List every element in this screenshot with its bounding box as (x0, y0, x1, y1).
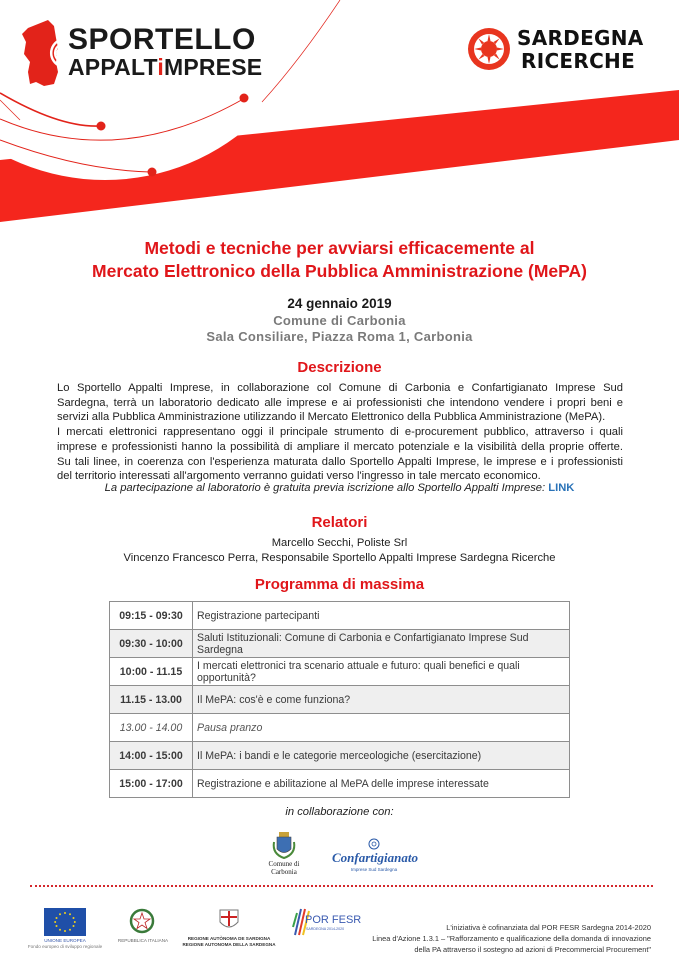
sun-icon (467, 27, 511, 71)
event-venue-city: Comune di Carbonia (273, 313, 406, 328)
por-fesr-sub: SARDEGNA 2014-2020 (306, 927, 345, 931)
description-line: del territorio interessati all'argomento verranno guidati verso l'ingresso in tale mercato economico. (57, 470, 541, 483)
table-row (110, 602, 570, 630)
program-table (109, 601, 570, 798)
speaker-2: Vincenzo Francesco Perra, Responsabile Sportello Appalti Imprese Sardegna Ricerche (123, 552, 556, 564)
por-fesr-label: POR FESR (305, 914, 362, 926)
regione-sardegna-emblem-icon (216, 906, 242, 934)
program-activity: Registrazione partecipanti (193, 602, 570, 630)
description-line: I mercati elettronici rappresentano oggi il principale strumento di e-procurement pubblico, attraverso i quali (57, 426, 623, 439)
program-activity: Il MePA: cos'è e come funziona? (193, 686, 570, 714)
program-activity: Pausa pranzo (193, 714, 570, 742)
event-date: 24 gennaio 2019 (287, 296, 392, 311)
table-row (110, 742, 570, 770)
coat-of-arms-icon (262, 832, 306, 860)
table-row (110, 714, 570, 742)
regione-sardegna-label: REGIONE AUTÒNOMA DE SARDIGNA REGIONE AUTONOMA DELLA SARDEGNA (182, 936, 276, 947)
table-row (110, 658, 570, 686)
table-row (110, 686, 570, 714)
description-line: servizi alla Pubblica Amministrazione utilizzando il Mercato Elettronico della Pubblica Amministrazione (MePA). (57, 411, 606, 424)
description-line: imprese e professionisti hanno la possibilità di ampliare il mercato potenziale e la visibilità della proprie offerte. (57, 440, 623, 453)
speakers-heading: Relatori (311, 514, 368, 531)
collaboration-label: in collaborazione con: (285, 806, 394, 818)
sardegna-ricerche-logo (465, 25, 665, 75)
table-row (110, 770, 570, 798)
program-activity: Registrazione e abilitazione al MePA delle imprese interessate (193, 770, 570, 798)
sardinia-map-icon (20, 18, 64, 88)
program-activity: I mercati elettronici tra scenario attuale e futuro: quali benefici e quali opportunità? (193, 658, 570, 686)
footer-divider (30, 885, 653, 887)
description-line: Su tali linee, in coerenza con l'esperienza maturata dallo Sportello Appalti Imprese, le imprese e i professionisti (57, 455, 623, 468)
registration-link[interactable]: LINK (548, 482, 575, 494)
description-line: Lo Sportello Appalti Imprese, in collaborazione col Comune di Carbonia e Confartigianato Imprese Sud (57, 382, 623, 394)
sportello-appalti-imprese-logo (20, 18, 263, 88)
confartigianato-name: Confartigianato (332, 850, 418, 865)
description-heading: Descrizione (297, 359, 382, 376)
comune-carbonia-name: Comune di Carbonia (268, 860, 300, 876)
program-activity: Il MePA: i bandi e le categorie merceologiche (esercitazione) (193, 742, 570, 770)
repubblica-italiana-emblem-icon (129, 907, 155, 935)
event-title-line2: Mercato Elettronico della Pubblica Amministrazione (MePA) (92, 261, 587, 281)
confartigianato-emblem-icon (368, 838, 380, 850)
cofinancing-line: L'iniziativa è cofinanziata dal POR FESR Sardegna 2014-2020 (446, 923, 651, 932)
cofinancing-note (291, 922, 651, 955)
program-activity: Saluti Istituzionali: Comune di Carbonia e Confartigianato Imprese Sud Sardegna (193, 630, 570, 658)
speaker-1: Marcello Secchi, Poliste Srl (271, 537, 408, 549)
description-line: Sardegna, terrà un laboratorio dedicato alle imprese e ai professionisti che intendono vendere i propri beni e (57, 396, 623, 409)
logo-line-appalti-imprese: APPALTiMPRESE (68, 54, 263, 80)
program-time: 09:15 - 09:30 (110, 602, 193, 630)
program-time: 15:00 - 17:00 (110, 770, 193, 798)
program-time: 09:30 - 10:00 (110, 630, 193, 658)
event-title-line1: Metodi e tecniche per avviarsi efficacemente al (144, 238, 535, 258)
logo-line-sardegna: SARDEGNA (517, 26, 644, 50)
event-venue-address: Sala Consiliare, Piazza Roma 1, Carbonia (206, 329, 473, 344)
repubblica-italiana-label: REPUBBLICA ITALIANA (117, 938, 169, 943)
cofinancing-line: Linea d'Azione 1.3.1 – "Rafforzamento e qualificazione della domanda di innovazione (372, 934, 651, 943)
registration-note (0, 482, 679, 494)
eu-label: UNIONE EUROPEA Fondo europeo di sviluppo regionale (27, 938, 103, 949)
eu-flag-icon (44, 908, 86, 936)
registration-note-text: La partecipazione al laboratorio è gratuita previa iscrizione allo Sportello Appalti Imprese: (104, 482, 549, 494)
confartigianato-logo (332, 838, 416, 876)
program-time: 11.15 - 13.00 (110, 686, 193, 714)
program-time: 13.00 - 14.00 (110, 714, 193, 742)
program-time: 14:00 - 15:00 (110, 742, 193, 770)
table-row (110, 630, 570, 658)
description-body (57, 381, 623, 484)
logo-line-sportello: SPORTELLO (68, 23, 256, 56)
confartigianato-sub: Imprese Sud Sardegna (350, 867, 398, 872)
logo-line-ricerche: RICERCHE (521, 49, 636, 73)
comune-carbonia-logo (262, 832, 306, 880)
program-time: 10:00 - 11.15 (110, 658, 193, 686)
program-heading: Programma di massima (254, 576, 425, 593)
cofinancing-line: della PA attraverso il sostegno ad azioni di Precommercial Procurement" (414, 945, 651, 954)
